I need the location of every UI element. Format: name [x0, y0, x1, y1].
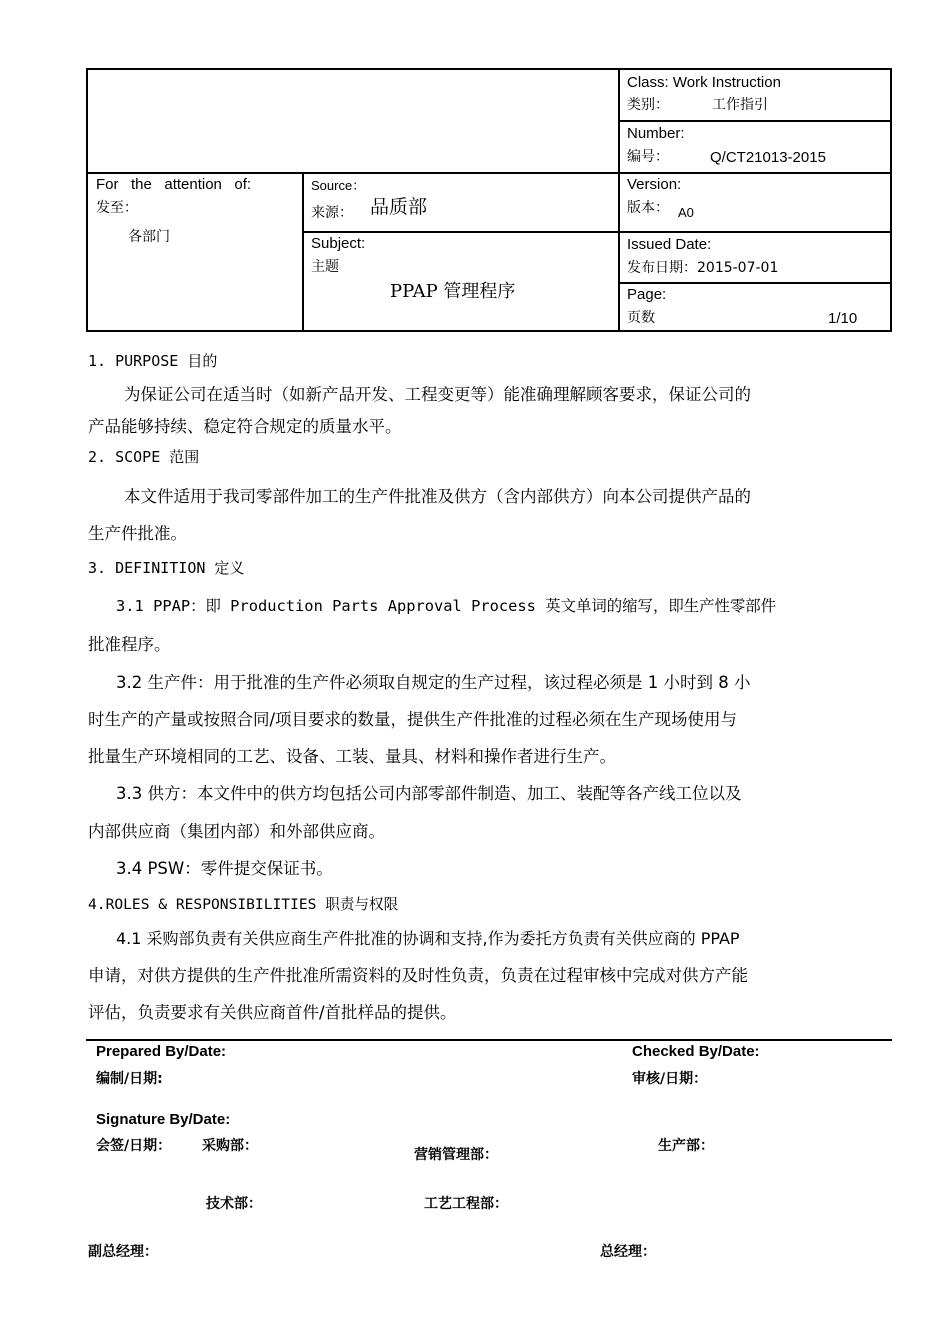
purpose-paragraph-line: 为保证公司在适当时（如新产品开发、工程变更等）能准确理解顾客要求，保证公司的: [124, 385, 751, 404]
roles-paragraph-line: 评估，负责要求有关供应商首件/首批样品的提供。: [88, 1003, 457, 1022]
version-label-en: Version:: [627, 176, 682, 193]
issued-date: 发布日期：2015-07-01: [627, 260, 779, 276]
number-label-cn: 编号：: [627, 149, 669, 165]
footer-divider: [86, 1039, 892, 1041]
production-dept-label: 生产部：: [658, 1138, 714, 1154]
signature-label-en: Signature By/Date:: [96, 1111, 231, 1128]
page-label-en: Page:: [627, 286, 667, 303]
technical-dept-label: 技术部：: [206, 1196, 262, 1212]
prepared-by-label-cn: 编制/日期:: [96, 1071, 163, 1087]
issued-date-label-en: Issued Date:: [627, 236, 712, 253]
deputy-gm-label: 副总经理：: [88, 1244, 158, 1260]
process-engineering-dept-label: 工艺工程部：: [424, 1196, 508, 1212]
section-heading-purpose: 1. PURPOSE 目的: [88, 352, 218, 370]
definition-paragraph-line: 时生产的产量或按照合同/项目要求的数量，提供生产件批准的过程必须在生产现场使用与: [88, 710, 738, 729]
definition-paragraph-line: 批量生产环境相同的工艺、设备、工装、量具、材料和操作者进行生产。: [88, 747, 616, 766]
attention-label-en: For the attention of:: [96, 176, 252, 193]
checked-by-label-en: Checked By/Date:: [632, 1043, 760, 1060]
subject-title: PPAP 管理程序: [390, 281, 516, 302]
page-label-cn: 页数: [627, 310, 655, 326]
class-value: 工作指引: [712, 97, 768, 113]
attention-label-cn: 发至：: [96, 200, 138, 216]
definition-paragraph-line: 3.3 供方：本文件中的供方均包括公司内部零部件制造、加工、装配等各产线工位以及: [116, 784, 742, 803]
version-label-cn: 版本：: [627, 200, 669, 216]
purpose-paragraph-line: 产品能够持续、稳定符合规定的质量水平。: [88, 417, 402, 436]
attention-value: 各部门: [128, 229, 170, 245]
scope-paragraph-line: 生产件批准。: [88, 524, 187, 543]
gm-label: 总经理：: [600, 1244, 656, 1260]
definition-paragraph-line: 3.2 生产件：用于批准的生产件必须取自规定的生产过程，该过程必须是 1 小时到 8 小: [116, 673, 751, 692]
number-label-en: Number:: [627, 125, 685, 142]
source-label-cn: 来源：: [311, 205, 353, 221]
document-header-table: [86, 68, 892, 332]
document-number: Q/CT21013-2015: [710, 149, 826, 166]
section-heading-roles: 4.ROLES & RESPONSIBILITIES 职责与权限: [88, 896, 399, 913]
prepared-by-label-en: Prepared By/Date:: [96, 1043, 227, 1060]
subject-label-en: Subject:: [311, 235, 366, 252]
purchasing-dept-label: 采购部：: [202, 1138, 258, 1154]
header-divider: [302, 172, 304, 330]
subject-label-cn: 主题: [311, 259, 339, 275]
class-label-cn: 类别：: [627, 97, 669, 113]
definition-paragraph-line: 3.4 PSW：零件提交保证书。: [116, 859, 333, 878]
section-heading-scope: 2. SCOPE 范围: [88, 448, 200, 466]
roles-paragraph-line: 4.1 采购部负责有关供应商生产件批准的协调和支持,作为委托方负责有关供应商的 PPAP: [116, 929, 740, 948]
header-divider: [618, 70, 620, 330]
marketing-dept-label: 营销管理部：: [414, 1147, 498, 1163]
section-heading-definition: 3. DEFINITION 定义: [88, 559, 245, 577]
signature-label-cn: 会签/日期：: [96, 1138, 172, 1154]
page-number: 1/10: [828, 310, 858, 327]
version-value: A0: [678, 205, 694, 220]
class-label-en: Class: Work Instruction: [627, 74, 781, 91]
source-value: 品质部: [370, 196, 428, 218]
header-divider: [302, 231, 890, 233]
scope-paragraph-line: 本文件适用于我司零部件加工的生产件批准及供方（含内部供方）向本公司提供产品的: [124, 487, 751, 506]
definition-paragraph-line: 内部供应商（集团内部）和外部供应商。: [88, 822, 385, 841]
checked-by-label-cn: 审核/日期：: [632, 1071, 708, 1087]
source-label-en: Source：: [311, 178, 366, 193]
definition-paragraph-line: 批准程序。: [88, 635, 171, 654]
roles-paragraph-line: 申请，对供方提供的生产件批准所需资料的及时性负责，负责在过程审核中完成对供方产能: [88, 966, 748, 985]
definition-paragraph-line: 3.1 PPAP：即 Production Parts Approval Process 英文单词的缩写，即生产性零部件: [116, 597, 777, 615]
